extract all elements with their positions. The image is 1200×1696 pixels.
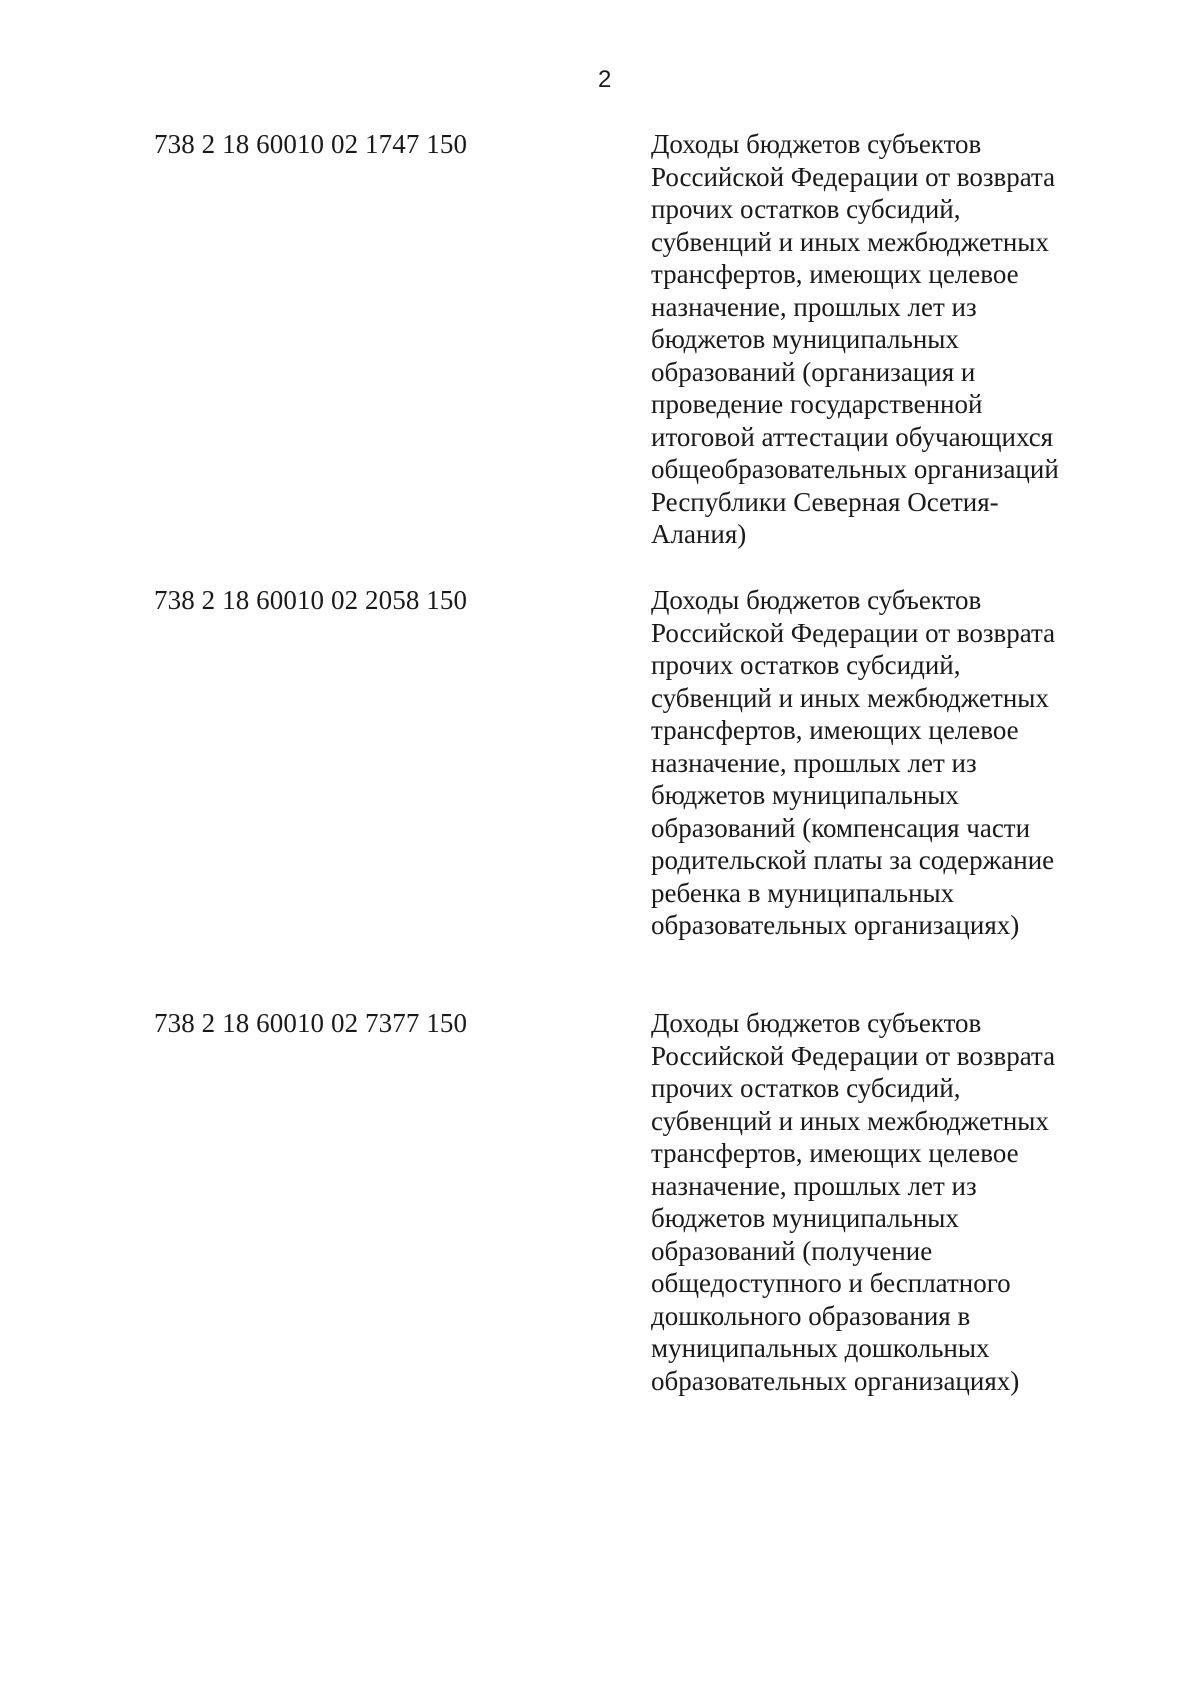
description-line: субвенций и иных межбюджетных [651, 226, 1049, 257]
description-line: прочих остатков субсидий, [651, 1073, 961, 1103]
description-line: Российской Федерации от возврата [651, 617, 1056, 648]
description-line: образовательных организациях) [651, 1365, 1020, 1396]
description-line: образований (компенсация части [651, 812, 1031, 843]
description-line: Российской Федерации от возврата [651, 1040, 1056, 1071]
income-description [651, 1007, 1111, 1397]
description-line: трансфертов, имеющих целевое [651, 715, 1019, 745]
description-line: назначение, прошлых лет из [651, 291, 977, 322]
description-line: Республики Северная Осетия- [651, 486, 999, 517]
description-line: проведение государственной [651, 389, 983, 419]
description-line: трансфертов, имеющих целевое [651, 1138, 1019, 1168]
description-line: Доходы бюджетов субъектов [651, 1008, 982, 1038]
income-description [651, 584, 1111, 942]
budget-classification-code: 738 2 18 60010 02 7377 150 [154, 1008, 468, 1038]
budget-classification-code: 738 2 18 60010 02 2058 150 [154, 585, 468, 615]
description-line: Алания) [651, 519, 747, 549]
description-line: муниципальных дошкольных [651, 1333, 990, 1363]
description-line: назначение, прошлых лет из [651, 1170, 977, 1201]
page-number: 2 [598, 66, 612, 93]
description-line: образований (организация и [651, 356, 976, 387]
description-line: трансфертов, имеющих целевое [651, 259, 1019, 289]
description-line: общедоступного и бесплатного [651, 1268, 1011, 1298]
description-line: итоговой аттестации обучающихся [651, 421, 1054, 452]
description-line: Доходы бюджетов субъектов [651, 129, 982, 159]
description-line: субвенций и иных межбюджетных [651, 1105, 1049, 1136]
income-description [651, 128, 1111, 551]
description-line: бюджетов муниципальных [651, 1203, 959, 1233]
description-line: образовательных организациях) [651, 910, 1020, 940]
description-line: ребенка в муниципальных [651, 877, 955, 908]
budget-classification-code: 738 2 18 60010 02 1747 150 [154, 129, 468, 159]
description-line: бюджетов муниципальных [651, 780, 959, 810]
description-line: образований (получение [651, 1235, 933, 1266]
description-line: Доходы бюджетов субъектов [651, 585, 982, 615]
description-line: дошкольного образования в [651, 1300, 971, 1331]
description-line: Российской Федерации от возврата [651, 161, 1056, 192]
description-line: прочих остатков субсидий, [651, 194, 961, 224]
description-line: общеобразовательных организаций [651, 454, 1059, 484]
description-line: субвенций и иных межбюджетных [651, 682, 1049, 713]
description-line: прочих остатков субсидий, [651, 650, 961, 680]
description-line: назначение, прошлых лет из [651, 747, 977, 778]
description-line: родительской платы за содержание [651, 845, 1055, 875]
description-line: бюджетов муниципальных [651, 324, 959, 354]
